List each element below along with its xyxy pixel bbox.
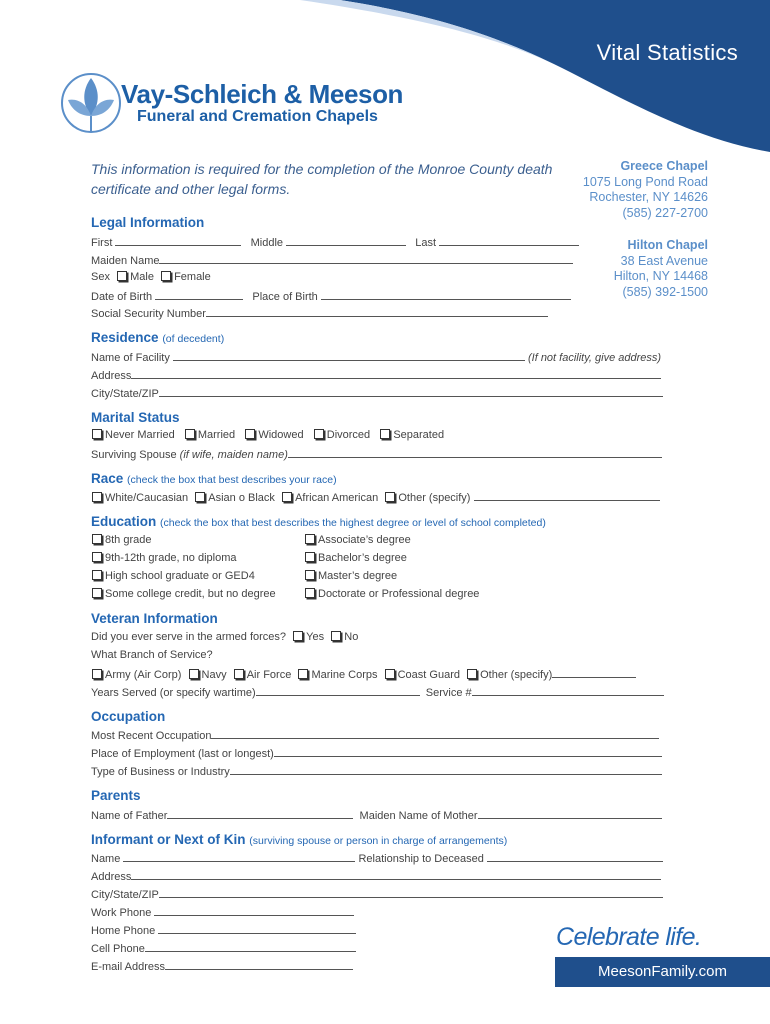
email-label: E-mail Address <box>91 961 165 973</box>
father-label: Name of Father <box>91 810 168 822</box>
informant-address-field[interactable] <box>131 869 661 880</box>
education-note: (check the box that best describes the highest degree or level of school completed) <box>160 517 546 529</box>
home-phone-row <box>91 923 356 937</box>
work-phone-row <box>91 905 354 919</box>
edu-option <box>91 588 276 600</box>
air-force-checkbox[interactable] <box>234 669 244 679</box>
edu-checkbox[interactable] <box>92 570 102 580</box>
service-number-field[interactable] <box>472 685 664 696</box>
navy-checkbox[interactable] <box>189 669 199 679</box>
residence-heading <box>91 330 224 345</box>
asian-black-checkbox[interactable] <box>195 492 205 502</box>
served-label: Did you ever serve in the armed forces? <box>91 631 287 643</box>
spouse-note: (if wife, maiden name) <box>179 449 288 461</box>
option-label: Separated <box>393 429 445 441</box>
business-label: Type of Business or Industry <box>91 766 230 778</box>
mother-label: Maiden Name of Mother <box>359 810 478 822</box>
edu-option <box>304 570 397 582</box>
edu-option <box>91 552 236 564</box>
edu-checkbox[interactable] <box>305 552 315 562</box>
recent-occupation-label: Most Recent Occupation <box>91 730 212 742</box>
edu-checkbox[interactable] <box>305 534 315 544</box>
sex-row <box>91 271 211 283</box>
edu-option <box>91 534 151 546</box>
website-banner <box>555 957 770 987</box>
years-field[interactable] <box>256 685 420 696</box>
parents-heading: Parents <box>91 788 141 803</box>
facility-label: Name of Facility <box>91 352 170 364</box>
chapel-phone: (585) 227-2700 <box>622 205 708 220</box>
separated-checkbox[interactable] <box>380 429 390 439</box>
race-title: Race <box>91 471 124 486</box>
address-label: Address <box>91 370 132 382</box>
army-checkbox[interactable] <box>92 669 102 679</box>
cell-phone-label: Cell Phone <box>91 943 145 955</box>
male-label: Male <box>130 271 154 283</box>
dob-field[interactable] <box>155 289 243 300</box>
option-label: African American <box>295 492 379 504</box>
business-field[interactable] <box>230 764 662 775</box>
chapel-phone: (585) 392-1500 <box>622 284 708 299</box>
married-checkbox[interactable] <box>185 429 195 439</box>
ssn-field[interactable] <box>206 306 548 317</box>
sex-label: Sex <box>91 271 110 283</box>
marital-options-row <box>91 429 444 441</box>
served-row <box>91 631 358 643</box>
spouse-field[interactable] <box>288 447 662 458</box>
option-label: 9th-12th grade, no diploma <box>105 552 237 564</box>
branch-options-row <box>91 667 636 681</box>
option-label: Bachelor’s degree <box>318 552 407 564</box>
informant-city-label: City/State/ZIP <box>91 889 159 901</box>
cell-phone-field[interactable] <box>145 941 356 952</box>
education-heading <box>91 514 546 529</box>
ssn-row <box>91 306 548 320</box>
edu-checkbox[interactable] <box>305 588 315 598</box>
branch-label: What Branch of Service? <box>91 649 213 661</box>
coast-guard-checkbox[interactable] <box>385 669 395 679</box>
chapel-street: 38 East Avenue <box>620 253 708 268</box>
chapel-name: Greece Chapel <box>620 159 708 173</box>
brand-name: Vay-Schleich & Meeson <box>121 79 404 109</box>
employer-row <box>91 746 662 760</box>
father-field[interactable] <box>167 808 353 819</box>
female-label: Female <box>174 271 211 283</box>
informant-address-label: Address <box>91 871 132 883</box>
informant-name-label: Name <box>91 853 121 865</box>
ssn-label: Social Security Number <box>91 308 206 320</box>
served-yes-checkbox[interactable] <box>293 631 303 641</box>
informant-title: Informant or Next of Kin <box>91 832 246 847</box>
parents-row <box>91 808 662 822</box>
legal-heading: Legal Information <box>91 215 205 230</box>
email-row <box>91 959 353 973</box>
residence-city-row <box>91 386 663 400</box>
other-race-checkbox[interactable] <box>385 492 395 502</box>
option-label: Associate’s degree <box>318 534 411 546</box>
website-link[interactable]: MeesonFamily.com <box>598 963 727 980</box>
informant-name-field[interactable] <box>123 851 355 862</box>
tagline: Celebrate life. <box>556 923 702 951</box>
last-name-field[interactable] <box>439 235 579 246</box>
race-heading <box>91 471 337 486</box>
employer-field[interactable] <box>274 746 662 757</box>
facility-note: (If not facility, give address) <box>527 352 662 364</box>
recent-occupation-field[interactable] <box>211 728 659 739</box>
maiden-row <box>91 253 573 267</box>
edu-checkbox[interactable] <box>92 588 102 598</box>
chapel-name: Hilton Chapel <box>627 238 708 252</box>
option-label: Army (Air Corp) <box>105 669 182 681</box>
first-label: First <box>91 237 113 249</box>
option-label: Yes <box>306 631 325 643</box>
widowed-checkbox[interactable] <box>245 429 255 439</box>
option-label: Never Married <box>105 429 175 441</box>
marine-corps-checkbox[interactable] <box>298 669 308 679</box>
employer-label: Place of Employment (last or longest) <box>91 748 274 760</box>
home-phone-field[interactable] <box>158 923 356 934</box>
intro-text: This information is required for the completion of the Monroe County death certificate and other legal forms. <box>91 161 553 197</box>
residence-address-row <box>91 368 661 382</box>
other-race-field[interactable] <box>474 490 660 501</box>
informant-city-row <box>91 887 663 901</box>
male-checkbox[interactable] <box>117 271 127 281</box>
option-label: Air Force <box>246 669 292 681</box>
spouse-label: Surviving Spouse <box>91 449 177 461</box>
spouse-row <box>91 447 662 461</box>
option-label: High school graduate or GED4 <box>105 570 255 582</box>
african-american-checkbox[interactable] <box>282 492 292 502</box>
option-label: Some college credit, but no degree <box>105 588 276 600</box>
maiden-label: Maiden Name <box>91 255 160 267</box>
maiden-name-field[interactable] <box>159 253 573 264</box>
relationship-label: Relationship to Deceased <box>358 853 484 865</box>
residence-address-field[interactable] <box>131 368 661 379</box>
other-branch-checkbox[interactable] <box>467 669 477 679</box>
business-row <box>91 764 662 778</box>
informant-heading <box>91 832 507 847</box>
option-label: Married <box>197 429 236 441</box>
informant-address-row <box>91 869 661 883</box>
middle-name-field[interactable] <box>286 235 406 246</box>
edu-checkbox[interactable] <box>92 552 102 562</box>
dob-label: Date of Birth <box>91 291 153 303</box>
option-label: Coast Guard <box>397 669 460 681</box>
chapel-street: 1075 Long Pond Road <box>582 174 708 189</box>
residence-note: (of decedent) <box>162 333 225 345</box>
informant-city-field[interactable] <box>159 887 663 898</box>
residence-city-field[interactable] <box>159 386 663 397</box>
relationship-field[interactable] <box>487 851 663 862</box>
option-label: Divorced <box>326 429 371 441</box>
divorced-checkbox[interactable] <box>314 429 324 439</box>
years-label: Years Served (or specify wartime) <box>91 687 256 699</box>
option-label: Master’s degree <box>318 570 398 582</box>
never-married-checkbox[interactable] <box>92 429 102 439</box>
option-label: 8th grade <box>105 534 152 546</box>
work-phone-label: Work Phone <box>91 907 152 919</box>
service-number-label: Service # <box>425 687 472 699</box>
facility-row <box>91 350 661 364</box>
edu-option <box>304 588 479 600</box>
years-row <box>91 685 664 699</box>
mother-field[interactable] <box>478 808 662 819</box>
occupation-heading: Occupation <box>91 709 166 724</box>
other-branch-field[interactable] <box>552 667 636 678</box>
document-title: Vital Statistics <box>596 40 738 65</box>
marital-heading: Marital Status <box>91 410 180 425</box>
facility-field[interactable] <box>173 350 525 361</box>
home-phone-label: Home Phone <box>91 925 156 937</box>
last-label: Last <box>415 237 437 249</box>
edu-checkbox[interactable] <box>92 534 102 544</box>
veteran-heading: Veteran Information <box>91 611 218 626</box>
brand-subtitle: Funeral and Cremation Chapels <box>137 108 378 125</box>
email-field[interactable] <box>165 959 353 970</box>
female-checkbox[interactable] <box>161 271 171 281</box>
hilton-chapel-info <box>614 238 708 300</box>
pob-field[interactable] <box>321 289 571 300</box>
chapel-city: Hilton, NY 14468 <box>613 269 708 283</box>
edu-checkbox[interactable] <box>305 570 315 580</box>
informant-note: (surviving spouse or person in charge of arrangements) <box>249 835 508 847</box>
edu-option <box>304 552 407 564</box>
pob-label: Place of Birth <box>252 291 318 303</box>
chapel-city: Rochester, NY 14626 <box>589 190 708 204</box>
lily-logo-icon <box>60 70 122 136</box>
recent-occupation-row <box>91 728 659 742</box>
cell-phone-row <box>91 941 356 955</box>
work-phone-field[interactable] <box>154 905 354 916</box>
option-label: Other (specify) <box>480 669 553 681</box>
informant-name-row <box>91 851 663 865</box>
residence-title: Residence <box>91 330 159 345</box>
option-label: Navy <box>201 669 227 681</box>
served-no-checkbox[interactable] <box>331 631 341 641</box>
option-label: Doctorate or Professional degree <box>318 588 480 600</box>
option-label: Asian o Black <box>208 492 275 504</box>
option-label: Widowed <box>258 429 304 441</box>
city-label: City/State/ZIP <box>91 388 159 400</box>
middle-label: Middle <box>250 237 284 249</box>
option-label: Marine Corps <box>311 669 378 681</box>
birth-row <box>91 289 571 303</box>
option-label: Other (specify) <box>398 492 471 504</box>
greece-chapel-info <box>583 159 708 221</box>
education-title: Education <box>91 514 157 529</box>
first-name-field[interactable] <box>115 235 241 246</box>
race-options-row <box>91 490 660 504</box>
edu-option <box>91 570 255 582</box>
race-note: (check the box that best describes your race) <box>127 474 337 486</box>
edu-option <box>304 534 411 546</box>
option-label: No <box>344 631 359 643</box>
name-row <box>91 235 579 249</box>
option-label: White/Caucasian <box>105 492 189 504</box>
white-checkbox[interactable] <box>92 492 102 502</box>
